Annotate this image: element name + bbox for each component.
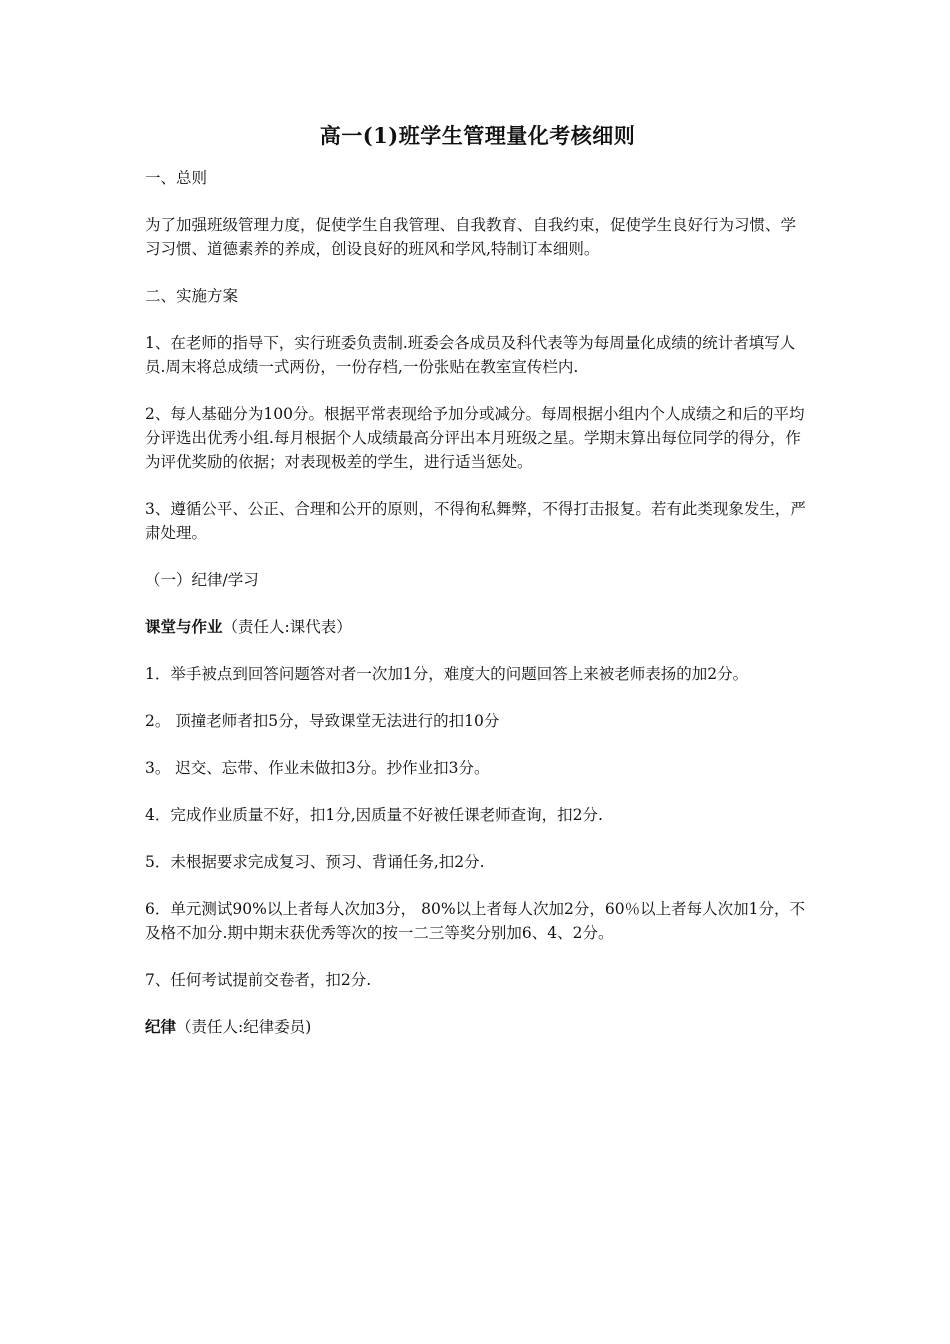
rule-5: 5．未根据要求完成复习、预习、背诵任务,扣2分. (145, 853, 485, 871)
rule-2: 2。 顶撞老师者扣5分，导致课堂无法进行的扣10分 (145, 712, 500, 730)
plan-heading: 二、实施方案 (145, 287, 239, 305)
rule-6: 6．单元测试90%以上者每人次加3分， 80%以上者每人次加2分，60％以上者每人次加1分，不及格不加分.期中期末获优秀等次的按一二三等奖分别加6、4、2分。 (145, 900, 806, 942)
rule-3: 3。 迟交、忘带、作业未做扣3分。抄作业扣3分。 (145, 759, 490, 777)
document-page (145, 118, 810, 1062)
general-paragraph: 为了加强班级管理力度，促使学生自我管理、自我教育、自我约束，促使学生良好行为习惯、学习习惯、道德素养的养成，创设良好的班风和学风,特制订本细则。 (145, 216, 797, 258)
plan-item-3: 3、遵循公平、公正、合理和公开的原则，不得徇私舞弊，不得打击报复。若有此类现象发生，严肃处理。 (145, 500, 806, 542)
document-title: 高一(1)班学生管理量化考核细则 (319, 123, 636, 148)
class-homework-title: 课堂与作业 (145, 617, 223, 636)
discipline-responsible: （责任人:纪律委员) (176, 1018, 312, 1036)
discipline-title: 纪律 (145, 1017, 177, 1036)
rule-4: 4．完成作业质量不好，扣1分,因质量不好被任课老师查询，扣2分. (145, 806, 603, 824)
rule-7: 7、任何考试提前交卷者，扣2分. (145, 971, 372, 989)
subsection-heading: （一）纪律/学习 (145, 571, 259, 589)
rule-1: 1．举手被点到回答问题答对者一次加1分，难度大的问题回答上来被老师表扬的加2分。 (145, 665, 749, 683)
class-homework-responsible: （责任人:课代表） (222, 618, 352, 636)
general-heading: 一、总则 (145, 169, 208, 187)
discipline-heading (145, 1015, 810, 1039)
class-homework-heading (145, 615, 810, 639)
plan-item-2: 2、每人基础分为100分。根据平常表现给予加分或减分。每周根据小组内个人成绩之和后的平均分评选出优秀小组.每月根据个人成绩最高分评出本月班级之星。学期末算出每位同学的得分，作为评优奖励的依据；对表现极差的学生，进行适当惩处。 (145, 405, 805, 471)
plan-item-1: 1、在老师的指导下，实行班委负责制.班委会各成员及科代表等为每周量化成绩的统计者填写人员.周末将总成绩一式两份，一份存档,一份张贴在教室宣传栏内. (145, 334, 796, 376)
